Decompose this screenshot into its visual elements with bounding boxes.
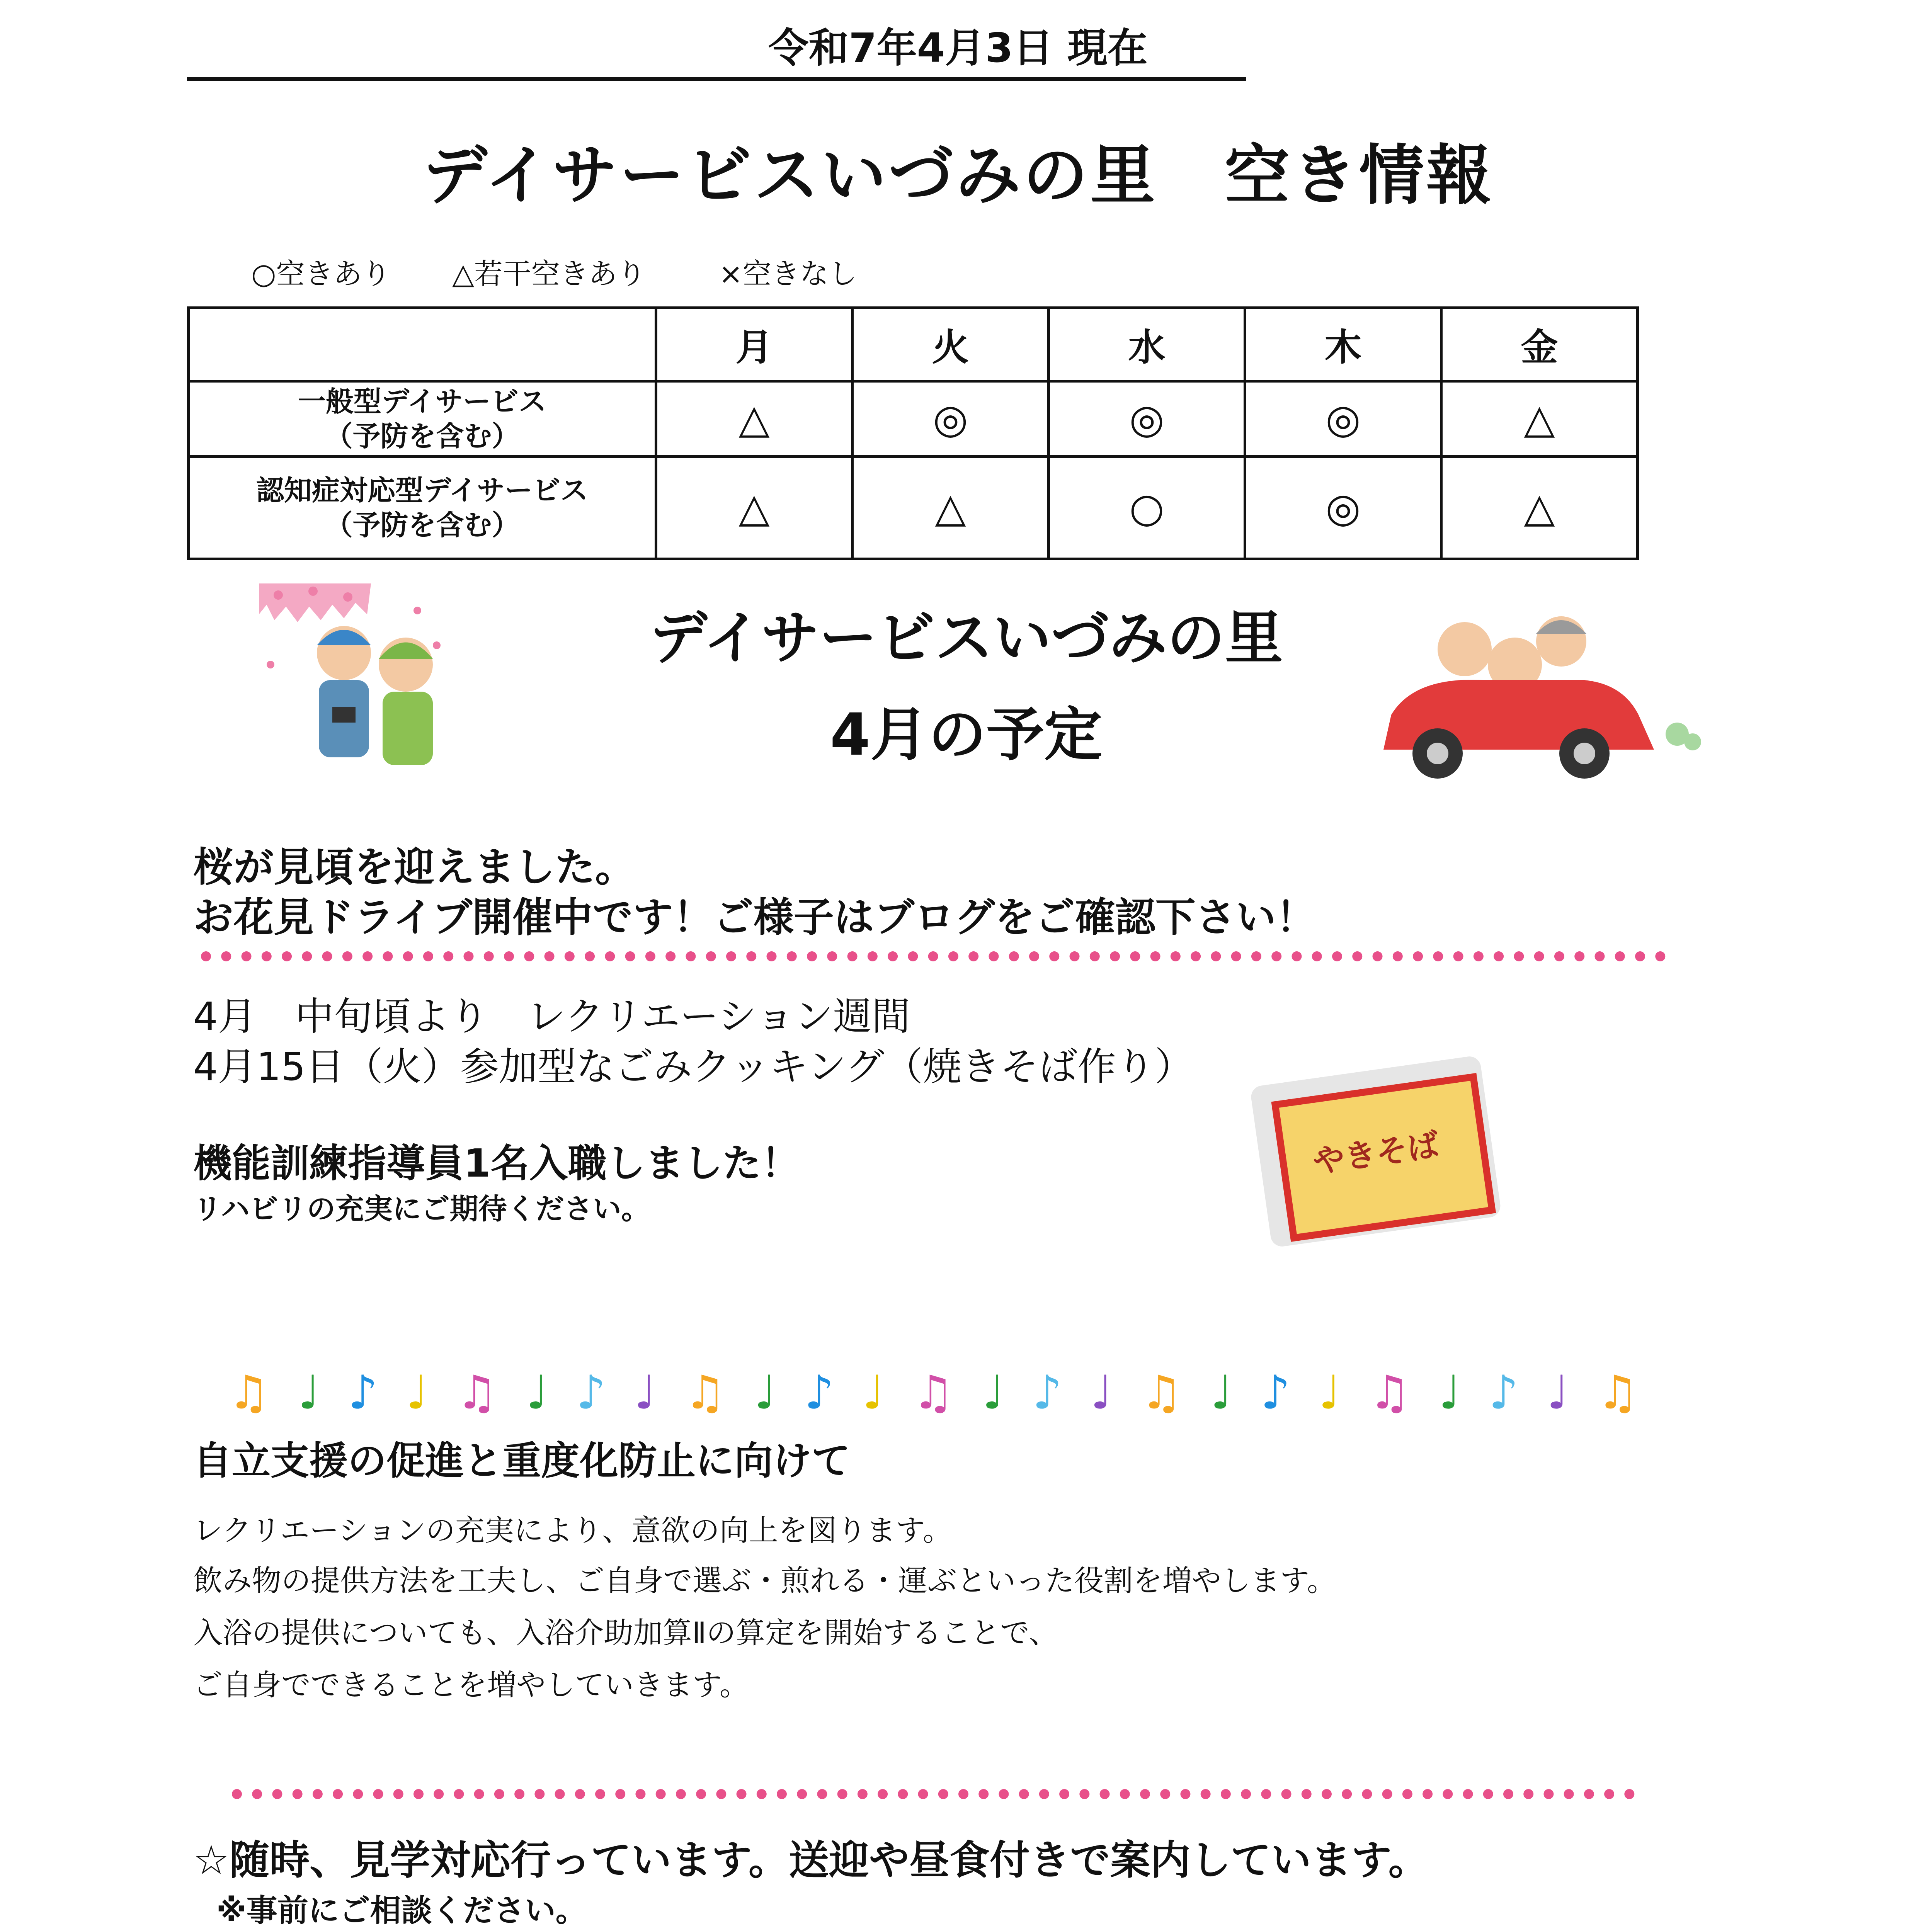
header-underline bbox=[187, 77, 1246, 81]
availability-mark: △ bbox=[1441, 381, 1638, 457]
legend-none: ×空きなし bbox=[719, 257, 858, 291]
availability-mark: ◎ bbox=[853, 381, 1049, 457]
music-note-icon: ♪ bbox=[1261, 1366, 1290, 1420]
availability-mark: ◎ bbox=[1245, 457, 1441, 559]
yakisoba-label: やきそば bbox=[1310, 1126, 1441, 1181]
music-note-icon: ♪ bbox=[1032, 1366, 1062, 1420]
music-note-icon: ♩ bbox=[634, 1366, 656, 1420]
availability-mark: △ bbox=[656, 457, 853, 559]
event-line3: 機能訓練指導員1名入職しました！ bbox=[193, 1141, 800, 1186]
support-line: 入浴の提供についても、入浴介助加算Ⅱの算定を開始することで、 bbox=[193, 1616, 1058, 1650]
table-row bbox=[189, 381, 1638, 457]
support-line: ご自身でできることを増やしていきます。 bbox=[193, 1668, 749, 1702]
table-row bbox=[189, 457, 1638, 559]
event-line1: 4月 中旬頃より レクリエーション週間 bbox=[193, 994, 910, 1039]
availability-mark: △ bbox=[853, 457, 1049, 559]
music-note-icon: ♫ bbox=[228, 1366, 270, 1420]
music-note-icon: ♩ bbox=[406, 1366, 428, 1420]
music-notes-border bbox=[228, 1362, 1639, 1420]
music-note-icon: ♩ bbox=[1438, 1366, 1461, 1420]
music-note-icon: ♩ bbox=[1547, 1366, 1569, 1420]
notice-visit: ☆随時、見学対応行っています。送迎や昼食付きで案内しています。 bbox=[193, 1837, 1429, 1884]
service-name: 認知症対応型デイサービス bbox=[256, 474, 588, 507]
music-note-icon: ♩ bbox=[754, 1366, 776, 1420]
music-note-icon: ♫ bbox=[1140, 1366, 1183, 1420]
support-line: 飲み物の提供方法を工夫し、ご自身で選ぶ・煎れる・運ぶといった役割を増やします。 bbox=[193, 1563, 1336, 1598]
notice-caremanager bbox=[193, 1924, 1058, 1932]
music-note-icon: ♫ bbox=[1368, 1366, 1411, 1420]
music-note-icon: ♩ bbox=[298, 1366, 320, 1420]
music-note-icon: ♪ bbox=[804, 1366, 834, 1420]
intro-line2: お花見ドライブ開催中です！ご様子はブログをご確認下さい！ bbox=[193, 894, 1316, 941]
music-note-icon: ♫ bbox=[912, 1366, 954, 1420]
service-note: （予防を含む） bbox=[325, 420, 520, 452]
music-note-icon: ♩ bbox=[862, 1366, 884, 1420]
legend-few: △若干空きあり bbox=[452, 257, 646, 291]
availability-mark: △ bbox=[656, 381, 853, 457]
music-note-icon: ♪ bbox=[348, 1366, 378, 1420]
music-note-icon: ♫ bbox=[684, 1366, 726, 1420]
music-note-icon: ♩ bbox=[526, 1366, 548, 1420]
availability-mark: △ bbox=[1441, 457, 1638, 559]
intro-line1: 桜が見頃を迎えました。 bbox=[193, 844, 636, 891]
pink-dotted-divider bbox=[232, 1789, 1635, 1799]
table-header-row bbox=[189, 308, 1638, 381]
yakisoba-package-illustration bbox=[1250, 1055, 1502, 1248]
day-header: 木 bbox=[1245, 308, 1441, 381]
notice-visit-note: ※事前にご相談ください。 bbox=[216, 1893, 587, 1929]
music-note-icon: ♪ bbox=[1489, 1366, 1519, 1420]
support-heading: 自立支援の促進と重度化防止に向けて bbox=[193, 1438, 850, 1483]
music-note-icon: ♫ bbox=[456, 1366, 498, 1420]
service-name-cell bbox=[189, 457, 656, 559]
car-illustration bbox=[1368, 587, 1708, 788]
availability-mark: ○ bbox=[1049, 457, 1245, 559]
music-note-icon: ♫ bbox=[1597, 1366, 1639, 1420]
couple-illustration bbox=[255, 568, 487, 784]
day-header: 火 bbox=[853, 308, 1049, 381]
support-line: レクリエーションの充実により、意欲の向上を図ります。 bbox=[193, 1513, 952, 1548]
plan-title-line1: デイサービスいづみの里 bbox=[649, 605, 1283, 672]
music-note-icon: ♪ bbox=[576, 1366, 606, 1420]
pink-dotted-divider bbox=[201, 951, 1666, 961]
music-note-icon: ♩ bbox=[1319, 1366, 1341, 1420]
service-note: （予防を含む） bbox=[325, 509, 520, 541]
music-note-icon: ♩ bbox=[1090, 1366, 1113, 1420]
music-note-icon: ♩ bbox=[982, 1366, 1004, 1420]
availability-table bbox=[187, 306, 1639, 560]
event-line4: リハビリの充実にご期待ください。 bbox=[193, 1192, 650, 1226]
page-title: デイサービスいづみの里 空き情報 bbox=[422, 138, 1494, 213]
day-header: 金 bbox=[1441, 308, 1638, 381]
table-corner-cell bbox=[189, 308, 656, 381]
legend-available: ○空きあり bbox=[251, 257, 391, 291]
availability-mark: ◎ bbox=[1245, 381, 1441, 457]
availability-mark: ◎ bbox=[1049, 381, 1245, 457]
date-label: 令和7年4月3日 現在 bbox=[768, 24, 1148, 71]
service-name-cell bbox=[189, 381, 656, 457]
plan-title-line2: 4月の予定 bbox=[830, 701, 1103, 769]
service-name: 一般型デイサービス bbox=[298, 385, 546, 418]
day-header: 月 bbox=[656, 308, 853, 381]
event-line2: 4月15日（火）参加型なごみクッキング（焼きそば作り） bbox=[193, 1044, 1193, 1089]
day-header: 水 bbox=[1049, 308, 1245, 381]
music-note-icon: ♩ bbox=[1210, 1366, 1232, 1420]
